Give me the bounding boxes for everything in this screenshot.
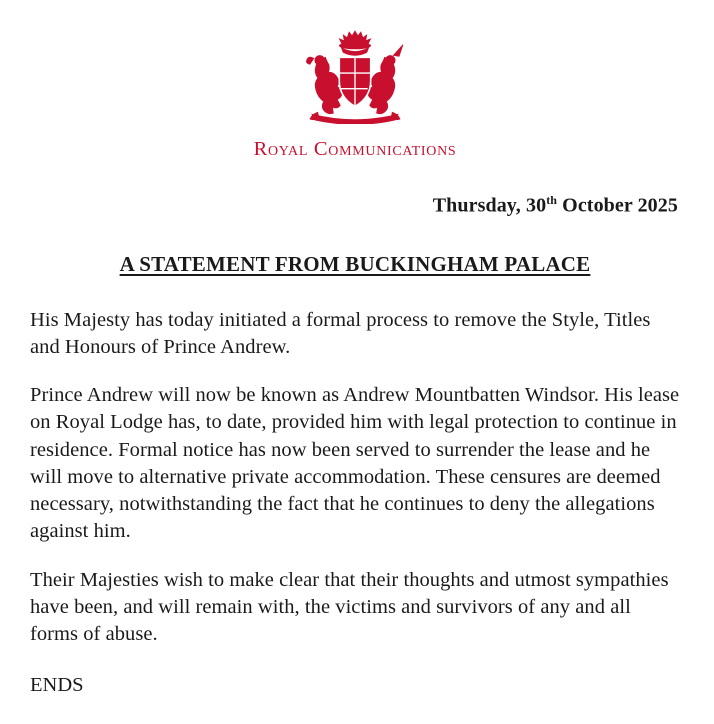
page-title: A STATEMENT FROM BUCKINGHAM PALACE (119, 251, 591, 276)
paragraph-3: Their Majesties wish to make clear that their thoughts and utmost sympathies have been, and will remain with, the victims and survivors of any and all forms of abuse. (30, 568, 669, 646)
paragraph-2: Prince Andrew will now be known as Andrew Mountbatten Windsor. His lease on Royal Lodge has, to date, provided him with legal protection to continue in residence. Formal notice has now been served to surrender the lease and he will move to alternative private accommodation. These censures are deemed necessary, notwithstanding the fact that he continues to deny the allegations against him. (30, 384, 680, 543)
statement-date (30, 193, 678, 218)
date-ordinal: th (546, 193, 558, 207)
letterhead-title: Royal Communications (253, 138, 457, 160)
ends-marker: ENDS (30, 674, 84, 697)
statement-body (30, 307, 680, 698)
date-suffix: October 2025 (557, 194, 678, 217)
royal-coat-of-arms-icon (296, 28, 414, 124)
date-prefix: Thursday, 30 (432, 194, 547, 217)
paragraph-1: His Majesty has today initiated a formal process to remove the Style, Titles and Honours of Prince Andrew. (30, 308, 651, 358)
crest-container (30, 28, 680, 124)
